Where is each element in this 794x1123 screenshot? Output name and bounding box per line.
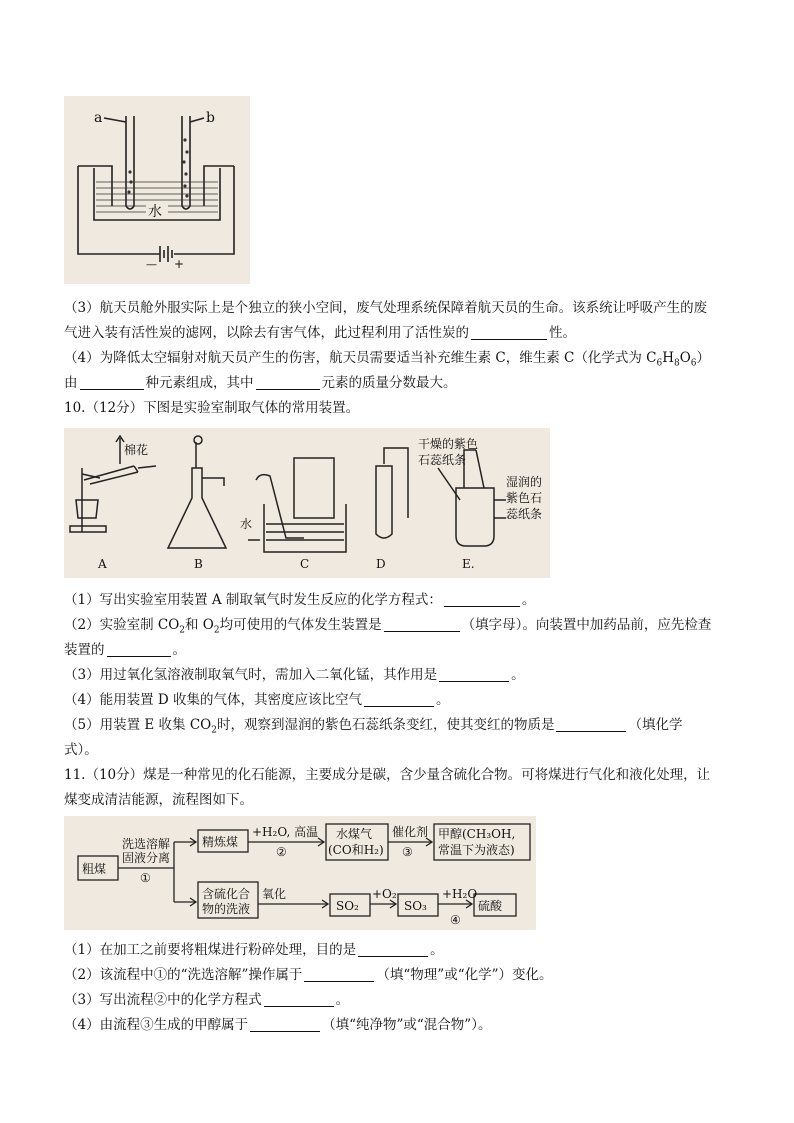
q11-4: （4）由流程③生成的甲醇属于 （填“纯净物”或“混合物”）。 xyxy=(64,1017,492,1033)
flow-so3: SO₃ xyxy=(404,899,427,913)
answer-blank[interactable] xyxy=(256,375,320,390)
q9-3-line1: （3）航天员舱外服实际上是个独立的狭小空间，废气处理系统保障着航天员的生命。该系统让呼吸产生的废 xyxy=(64,300,708,316)
apparatus-label-b: B xyxy=(194,557,203,571)
water-label: 水 xyxy=(148,204,162,220)
dry-paper-label-2: 石蕊纸条 xyxy=(418,453,467,467)
flow-step-3: ③ xyxy=(402,845,413,859)
q10-title: 10.（12分）下图是实验室制取气体的常用装置。 xyxy=(64,400,360,416)
q10-3: （3）用过氧化氢溶液制取氧气时，需加入二氧化锰，其作用是 。 xyxy=(64,667,525,683)
q10-2-line2: 装置的 。 xyxy=(64,642,186,658)
flow-sulfur-1: 含硫化合 xyxy=(202,887,251,901)
flow-step-1: ① xyxy=(140,871,151,885)
answer-blank[interactable] xyxy=(384,617,460,632)
label-a: a xyxy=(94,110,103,126)
q9-4-line1: （4）为降低太空辐射对航天员产生的伤害，航天员需要适当补充维生素 C，维生素 C（化学式为 $C_6H_8O_6$） xyxy=(64,350,711,369)
flow-sulfur-2: 物的洗液 xyxy=(202,902,251,916)
apparatus-label-a: A xyxy=(98,557,107,571)
electrolysis-figure xyxy=(64,96,250,284)
answer-blank[interactable] xyxy=(556,717,626,732)
q11-title-line1: 11.（10分）煤是一种常见的化石能源，主要成分是碳，含少量含硫化合物。可将煤进行气化和液化处理，让 xyxy=(64,767,711,783)
q10-4: （4）能用装置 D 收集的气体，其密度应该比空气 。 xyxy=(64,692,450,708)
flow-methanol-1: 甲醇(CH₃OH, xyxy=(438,827,516,841)
apparatus-label-e: E. xyxy=(462,557,475,571)
answer-blank[interactable] xyxy=(358,942,428,957)
flow-cond-2: +H₂O, 高温 xyxy=(252,825,319,839)
wet-paper-label-1: 湿润的 xyxy=(506,475,543,489)
label-b: b xyxy=(206,110,215,126)
flow-gas-1: 水煤气 xyxy=(336,827,373,841)
apparatus-label-c: C xyxy=(300,557,310,571)
q10-5-line1: （5）用装置 E 收集 $CO_2$时，观察到湿润的紫色石蕊纸条变红，使其变红的物质是 （填化学 xyxy=(64,717,683,736)
flow-wash-2: 固液分离 xyxy=(122,851,171,865)
minus-label: — xyxy=(146,258,157,271)
flow-h2o: +H₂O xyxy=(442,887,478,901)
wet-paper-label-2: 紫色石 xyxy=(506,491,543,505)
q9-3-line2: 气进入装有活性炭的滤网，以除去有害气体，此过程利用了活性炭的 性。 xyxy=(64,325,576,341)
dry-paper-label-1: 干燥的紫色 xyxy=(418,437,479,451)
answer-blank[interactable] xyxy=(439,667,509,682)
plus-label: + xyxy=(174,257,185,271)
apparatus-label-d: D xyxy=(376,557,386,571)
flow-acid: 硫酸 xyxy=(478,899,503,913)
answer-blank[interactable] xyxy=(250,1017,320,1032)
answer-blank[interactable] xyxy=(364,692,434,707)
q11-title-line2: 煤变成清洁能源，流程图如下。 xyxy=(64,792,253,808)
flow-o2: +O₂ xyxy=(372,887,397,901)
q10-2-line1: （2）实验室制 $CO_2$和 $O_2$均可使用的气体发生装置是 （填字母）。向装置中加药品前，应先检查 xyxy=(64,617,712,636)
answer-blank[interactable] xyxy=(107,642,171,657)
answer-blank[interactable] xyxy=(80,375,144,390)
flow-methanol-2: 常温下为液态) xyxy=(438,843,515,857)
wet-paper-label-3: 蕊纸条 xyxy=(506,507,543,521)
answer-blank[interactable] xyxy=(264,992,334,1007)
flow-wash-1: 洗选溶解 xyxy=(122,837,171,851)
cotton-label: 棉花 xyxy=(124,443,149,457)
flow-so2: SO₂ xyxy=(336,899,359,913)
answer-blank[interactable] xyxy=(304,967,374,982)
flow-oxidize: 氧化 xyxy=(262,887,287,901)
flow-coal: 粗煤 xyxy=(82,862,107,876)
flow-catalyst: 催化剂 xyxy=(392,825,429,839)
answer-blank[interactable] xyxy=(444,592,520,607)
q11-2: （2）该流程中①的“洗选溶解”操作属于 （填“物理”或“化学”）变化。 xyxy=(64,967,553,983)
flow-step-4: ④ xyxy=(450,913,461,927)
answer-blank[interactable] xyxy=(471,325,547,340)
q9-4-line2: 由 种元素组成，其中 元素的质量分数最大。 xyxy=(64,375,457,391)
q10-5-line2: 式）。 xyxy=(64,742,98,758)
q10-1: （1）写出实验室用装置 A 制取氧气时发生反应的化学方程式： 。 xyxy=(64,592,536,608)
flow-refined: 精炼煤 xyxy=(202,835,239,849)
coal-flow-figure xyxy=(64,816,536,930)
lab-apparatus-figure xyxy=(64,428,550,578)
flow-gas-2: (CO和H₂) xyxy=(328,843,384,857)
water-label: 水 xyxy=(240,517,253,531)
q11-3: （3）写出流程②中的化学方程式 。 xyxy=(64,992,350,1008)
flow-step-2: ② xyxy=(276,845,287,859)
q11-1: （1）在加工之前要将粗煤进行粉碎处理，目的是 。 xyxy=(64,942,444,958)
